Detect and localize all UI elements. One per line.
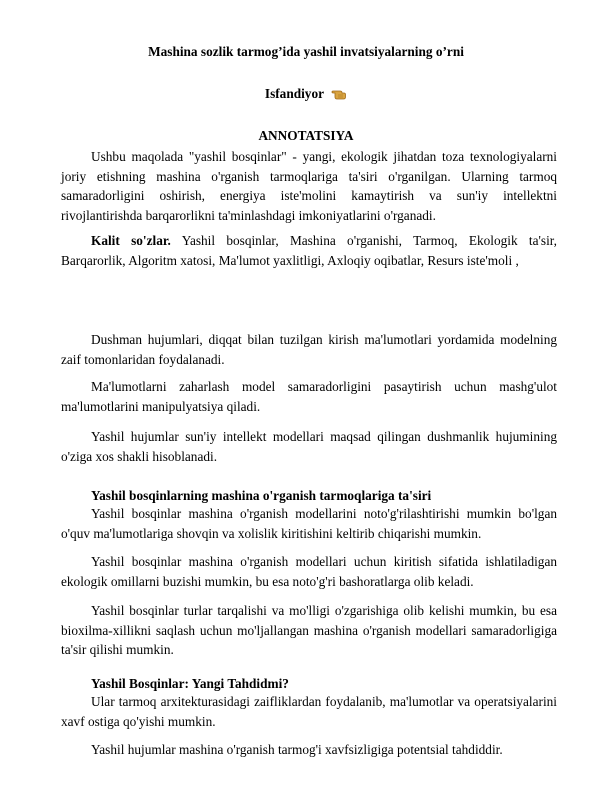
section-2-paragraph-1: Ular tarmoq arxitekturasidagi zaifliklardan foydalanib, ma'lumotlar va operatsiyalarini xavf ostiga qo'yishi mumkin.: [61, 694, 557, 729]
pointing-hand-icon: [331, 86, 347, 100]
annotation-text: Ushbu maqolada "yashil bosqinlar" - yangi, ekologik jihatdan toza texnologiyalarni joriy etishning mashina o'rganish tarmoqlariga ta'siri o'rganilgan. Ularning tarmoq samaradorligini oshirish, energiya iste'molini kamaytirish va sun'iy intellektni rivojlantirishda barqarorlikni ta'minlashdagi imkoniyatlarini o'rganadi.: [61, 149, 557, 223]
section-1-paragraph-2: Yashil bosqinlar mashina o'rganish modellari uchun kiritish sifatida ishlatiladigan ekologik omillarni buzishi mumkin, bu esa noto'g'ri bashoratlarga olib keladi.: [61, 554, 557, 589]
body-paragraph-2: Ma'lumotlarni zaharlash model samaradorligini pasaytirish uchun mashg'ulot ma'lumotlarini manipulyatsiya qiladi.: [61, 379, 557, 414]
author-line: [0, 86, 612, 102]
section-heading-2: Yashil Bosqinlar: Yangi Tahdidmi?: [91, 676, 289, 691]
section-1-paragraph-1: Yashil bosqinlar mashina o'rganish modellarini noto'g'rilashtirishi mumkin bo'lgan o'quv ma'lumotlariga shovqin va xolislik kiritishini keltirib chiqarishi mumkin.: [61, 506, 557, 541]
page-title: Mashina sozlik tarmog’ida yashil invatsiyalarning o’rni: [148, 44, 464, 59]
body-paragraph-3: Yashil hujumlar sun'iy intellekt modellari maqsad qilingan dushmanlik hujumining o'ziga xos shakli hisoblanadi.: [61, 429, 557, 464]
keywords-text: Yashil bosqinlar, Mashina o'rganishi, Tarmoq, Ekologik ta'sir, Barqarorlik, Algoritm xatosi, Ma'lumot yaxlitligi, Axloqiy oqibatlar, Resurs iste'moli ,: [61, 233, 557, 268]
section-1-paragraph-3: Yashil bosqinlar turlar tarqalishi va mo'lligi o'zgarishiga olib kelishi mumkin, bu esa bioxilma-xillikni saqlash uchun mo'ljallangan mashina o'rganish modellari samaradorligiga ta'sir qilishi mumkin.: [61, 603, 557, 657]
section-heading-1: Yashil bosqinlarning mashina o'rganish tarmoqlariga ta'siri: [91, 488, 432, 503]
annotation-heading: ANNOTATSIYA: [258, 128, 354, 143]
section-2-paragraph-2: Yashil hujumlar mashina o'rganish tarmog'i xavfsizligiga potentsial tahdiddir.: [91, 742, 503, 757]
keywords-label: Kalit so'zlar.: [91, 233, 171, 248]
body-paragraph-1: Dushman hujumlari, diqqat bilan tuzilgan kirish ma'lumotlari yordamida modelning zaif tomonlaridan foydalanadi.: [61, 332, 557, 367]
author-name: Isfandiyor: [264, 86, 324, 101]
keywords-paragraph: [61, 231, 557, 270]
